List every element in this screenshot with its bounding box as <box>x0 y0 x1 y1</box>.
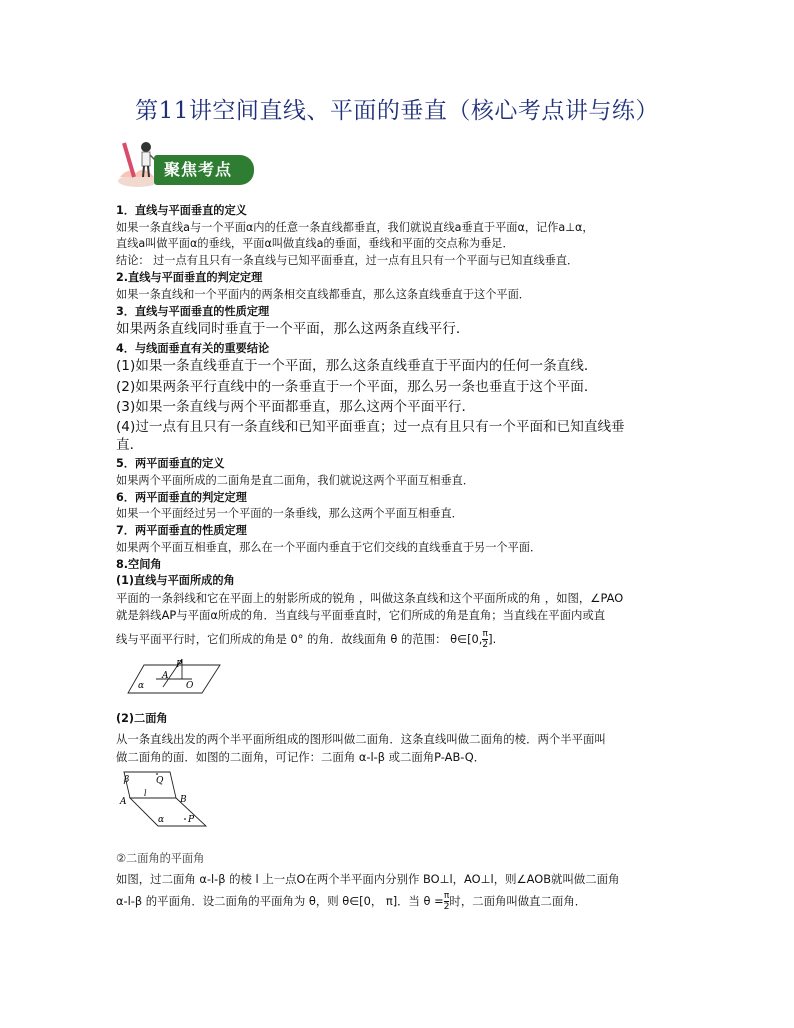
text-line: 结论： 过一点有且只有一条直线与已知平面垂直，过一点有且只有一个平面与已知直线垂直． <box>116 254 579 267</box>
banner-label: 聚焦考点 <box>164 160 233 179</box>
dihedral-text-1: 从一条直线出发的两个半平面所组成的图形叫做二面角．这条直线叫做二面角的棱．两个半平面叫 <box>116 732 606 746</box>
text-line: 如果一条直线和一个平面内的两条相交直线都垂直，那么这条直线垂直于这个平面． <box>116 288 530 301</box>
plane-angle-text-2-suffix: 时，二面角叫做直二面角． <box>449 894 587 908</box>
text-line: 直． <box>116 437 144 453</box>
text-line: 2.直线与平面垂直的判定定理 <box>116 271 263 284</box>
fig2-label-p: P <box>188 815 195 825</box>
text-line: (1)如果一条直线垂直于一个平面，那么这条直线垂直于平面内的任何一条直线． <box>116 358 598 374</box>
dihedral-heading: (2)二面角 <box>116 712 168 725</box>
fig1-label-p: P <box>176 660 183 670</box>
text-line: (1)直线与平面所成的角 <box>116 574 235 587</box>
fig2-label-l: l <box>144 789 147 798</box>
angle-range-line <box>116 627 496 651</box>
text-line: 8.空间角 <box>116 558 162 571</box>
plane-angle-text-2 <box>116 889 586 913</box>
text-line: (3)如果一条直线与两个平面都垂直，那么这两个平面平行． <box>116 399 476 415</box>
text-line: 如果一个平面经过另一个平面的一条垂线，那么这两个平面互相垂直． <box>116 507 463 520</box>
line-plane-angle-figure <box>126 657 222 699</box>
text-line: 1．直线与平面垂直的定义 <box>116 204 247 217</box>
fig2-label-b: B <box>180 795 187 805</box>
text-line: 如果一条直线a与一个平面α内的任意一条直线都垂直，我们就说直线a垂直于平面α，记作a⊥α， <box>116 221 594 234</box>
plane-angle-text-2-prefix: α-l-β 的平面角．设二面角的平面角为 θ，则 θ∈[0， π]．当 θ = <box>116 894 444 908</box>
dihedral-angle-figure <box>118 770 210 830</box>
angle-range-prefix: 线与平面平行时，它们所成的角是 0° 的角．故线面角 θ 的范围： θ∈[0, <box>116 632 483 646</box>
angle-range-suffix: ]. <box>488 632 497 646</box>
text-line: (2)如果两条平行直线中的一条垂直于一个平面，那么另一条也垂直于这个平面． <box>116 379 598 395</box>
text-line: 直线a叫做平面α的垂线，平面α叫做直线a的垂面，垂线和平面的交点称为垂足． <box>116 237 514 250</box>
right-dihedral-fraction: $\frac{\pi}{2}$ <box>443 891 450 912</box>
text-line: 如果两条直线同时垂直于一个平面，那么这两条直线平行． <box>116 321 470 337</box>
fig1-label-o: O <box>186 681 194 691</box>
section-banner <box>116 137 256 193</box>
text-line: 如果两个平面互相垂直，那么在一个平面内垂直于它们交线的直线垂直于另一个平面． <box>116 541 542 554</box>
fig2-label-q: Q <box>156 776 164 786</box>
dihedral-text-2: 做二面角的面．如图的二面角，可记作：二面角 α-l-β 或二面角P-AB-Q． <box>116 750 486 764</box>
text-line: 3．直线与平面垂直的性质定理 <box>116 305 270 318</box>
text-line: 如果两个平面所成的二面角是直二面角，我们就说这两个平面互相垂直． <box>116 474 475 487</box>
text-line: 7．两平面垂直的性质定理 <box>116 524 247 537</box>
fig1-label-a: A <box>162 671 169 681</box>
fig1-label-alpha: α <box>138 681 145 691</box>
fig2-label-a: A <box>120 797 127 807</box>
text-line: 4．与线面垂直有关的重要结论 <box>116 342 270 355</box>
page-title: 第11讲空间直线、平面的垂直（核心考点讲与练） <box>135 98 659 124</box>
text-line: (4)过一点有且只有一条直线和已知平面垂直；过一点有且只有一个平面和已知直线垂 <box>116 419 625 435</box>
fig2-label-beta: β <box>124 775 130 785</box>
text-line: 就是斜线AP与平面α所成的角．当直线与平面垂直时，它们所成的角是直角；当直线在平面内或直 <box>116 608 606 622</box>
text-line: 平面的一条斜线和它在平面上的射影所成的锐角 ，叫做这条直线和这个平面所成的角 ，如图，∠PAO <box>116 591 624 605</box>
pi-over-2-fraction: $\frac{\pi}{2}$ <box>482 629 489 650</box>
plane-angle-text-1: 如图，过二面角 α-l-β 的棱 l 上一点O在两个半平面内分别作 BO⊥l，AO⊥l，则∠AOB就叫做二面角 <box>116 872 620 886</box>
plane-angle-heading: ②二面角的平面角 <box>116 852 205 865</box>
fig2-label-alpha: α <box>158 815 165 825</box>
text-line: 6．两平面垂直的判定定理 <box>116 491 247 504</box>
text-line: 5．两平面垂直的定义 <box>116 457 225 470</box>
